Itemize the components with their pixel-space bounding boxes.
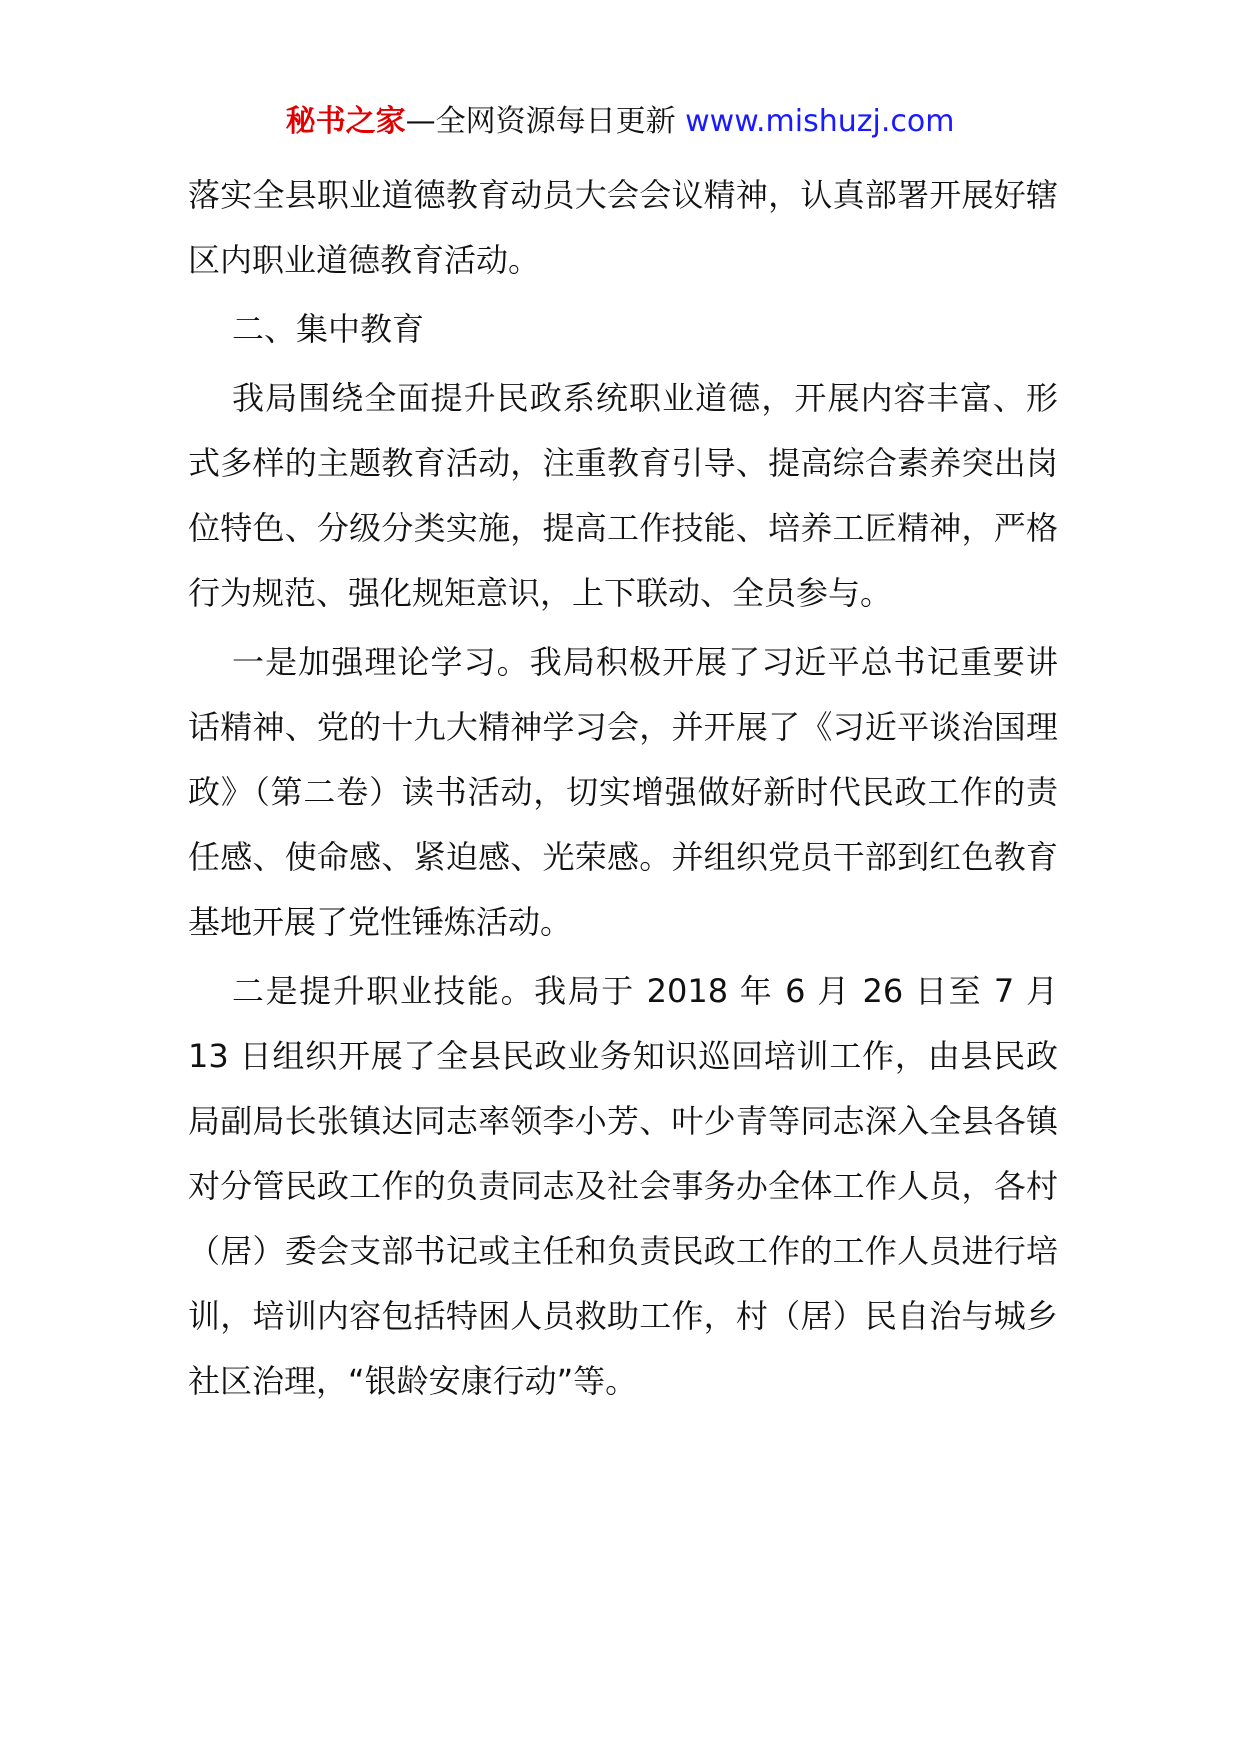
section-heading: 二、集中教育	[232, 310, 425, 348]
paragraph-intro: 落实全县职业道德教育动员大会会议精神，认真部署开展好辖区内职业道德教育活动。	[188, 176, 1058, 279]
site-tagline: —全网资源每日更新	[405, 104, 686, 139]
document-body	[188, 163, 1058, 1418]
paragraph-overview: 我局围绕全面提升民政系统职业道德，开展内容丰富、形式多样的主题教育活动，注重教育引导、提高综合素养突出岗位特色、分级分类实施，提高工作技能、培养工匠精神，严格行为规范、强化规矩意识，上下联动、全员参与。	[188, 379, 1058, 612]
site-url-link[interactable]: www.mishuzj.com	[685, 104, 955, 139]
site-brand: 秘书之家	[285, 104, 406, 139]
paragraph-theory-study: 一是加强理论学习。我局积极开展了习近平总书记重要讲话精神、党的十九大精神学习会，并开展了《习近平谈治国理政》（第二卷）读书活动，切实增强做好新时代民政工作的责任感、使命感、紧迫感、光荣感。并组织党员干部到红色教育基地开展了党性锤炼活动。	[188, 643, 1058, 941]
site-header	[0, 100, 1240, 144]
paragraph-skills-training: 二是提升职业技能。我局于 2018 年 6 月 26 日至 7 月 13 日组织开展了全县民政业务知识巡回培训工作，由县民政局副局长张镇达同志率领李小芳、叶少青等同志深入全县各镇对分管民政工作的负责同志及社会事务办全体工作人员，各村（居）委会支部书记或主任和负责民政工作的工作人员进行培训，培训内容包括特困人员救助工作，村（居）民自治与城乡社区治理，“银龄安康行动”等。	[188, 972, 1058, 1400]
